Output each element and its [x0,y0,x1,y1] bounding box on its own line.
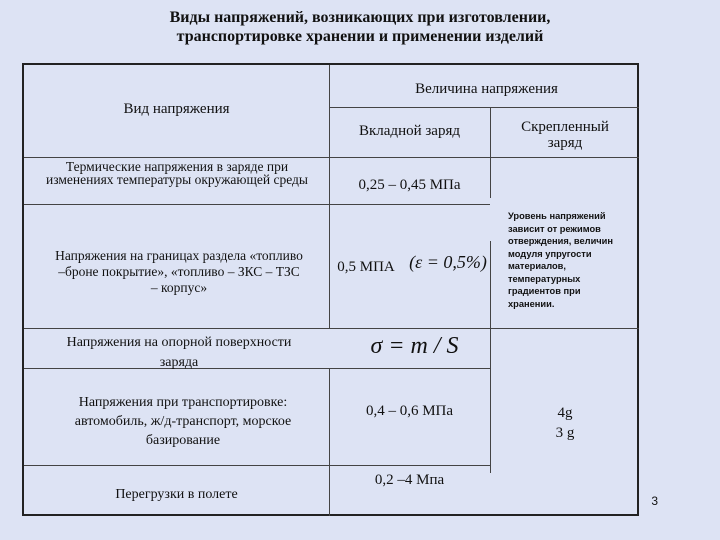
slide-title [60,8,660,46]
header-inserted-charge: Вкладной заряд [359,123,460,139]
title-line-1: Виды напряжений, возникающих при изготовлении, [169,9,551,26]
grid-line [329,107,639,108]
row-transport-bonded-2: 3 g [555,425,575,441]
row-transport-type: Напряжения при транспортировке: автомобиль, ж/д-транспорт, морское базирование [74,395,292,448]
row-thermal-type: Термические напряжения в заряде при изменениях температуры окружающей среды [46,159,308,187]
header-bonded-charge: Скрепленный заряд [521,119,609,151]
row-support-type: Напряжения на опорной поверхности заряда [66,335,292,370]
row-transport-inserted: 0,4 – 0,6 МПа [365,403,454,419]
row-interface-inserted: 0,5 МПА [337,259,395,275]
row-transport-bonded-1: 4g [557,405,573,421]
page-number: 3 [651,494,658,508]
title-line-2: транспортировке хранении и применении изделий [176,28,544,45]
row-interface-bonded-note: Уровень напряжений зависит от режимов отверждения, величин модуля упругости материалов, температурных градиентов при хранении. [508,211,614,309]
header-magnitude: Величина напряжения [415,81,558,97]
row-flight-type: Перегрузки в полете [115,487,238,502]
grid-line [24,157,639,158]
grid-line [329,65,330,328]
grid-line [24,328,639,329]
row-interface-formula: (ε = 0,5%) [409,252,487,272]
header-stress-type: Вид напряжения [123,101,230,117]
grid-line [24,204,490,205]
grid-line [490,107,491,198]
row-support-formula: σ = m / S [370,333,459,359]
row-flight-inserted: 0,2 –4 Мпа [374,472,445,488]
row-interface-type: Напряжения на границах раздела «топливо –броне покрытие», «топливо – ЗКС – ТЗС – корпус» [55,248,303,295]
grid-line [24,465,490,466]
row-thermal-inserted: 0,25 – 0,45 МПа [358,177,461,193]
grid-line [329,368,330,516]
stress-table [22,63,639,516]
